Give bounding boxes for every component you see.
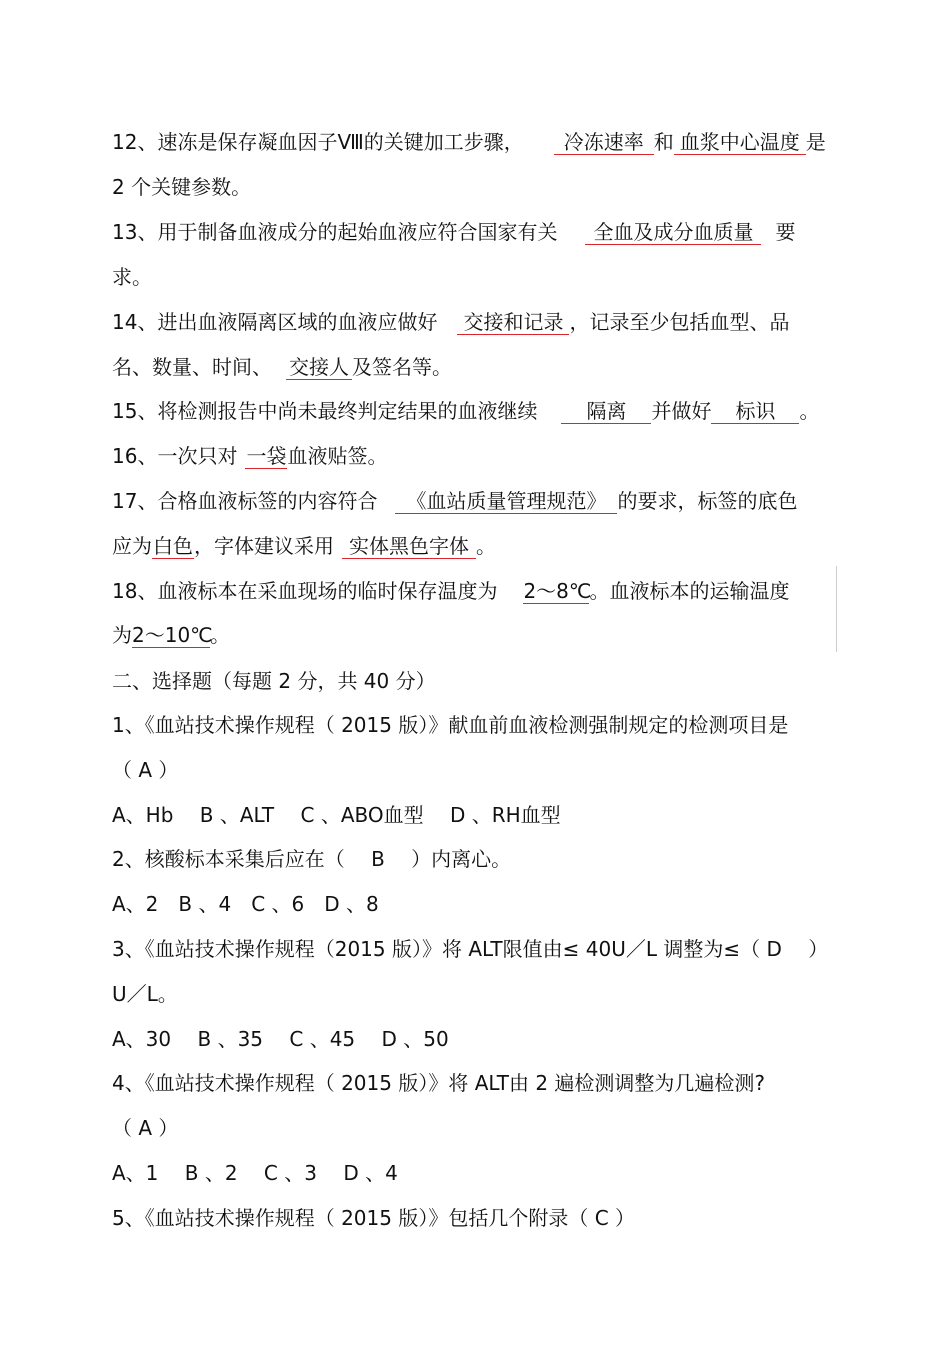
mc-q1-answer: （ A ） bbox=[112, 758, 179, 782]
section-heading-choice: 二、选择题（每题 2 分，共 40 分） bbox=[112, 669, 436, 693]
q13-line2: 求。 bbox=[112, 265, 152, 289]
q13-line1: 13、用于制备血液成分的起始血液应符合国家有关 全血及成分血质量 要 bbox=[112, 220, 796, 244]
q14-line2: 名、数量、时间、 交接人 及签名等。 bbox=[112, 355, 452, 379]
q12-line1: 12、速冻是保存凝血因子Ⅷ的关键加工步骤， 冷冻速率 和 血浆中心温度 是 bbox=[112, 130, 826, 154]
q18-line1: 18、血液标本在采血现场的临时保存温度为 2～8℃。血液标本的运输温度 bbox=[112, 579, 790, 603]
q14-line1: 14、进出血液隔离区域的血液应做好 交接和记录 ，记录至少包括血型、品 bbox=[112, 310, 790, 334]
mc-q3-line2: U／L。 bbox=[112, 982, 178, 1006]
q17-line2: 应为白色，字体建议采用 实体黑色字体 。 bbox=[112, 534, 496, 558]
q15-answer-2: 标识 bbox=[711, 399, 799, 424]
mc-q5-text: 5、《血站技术操作规程（ 2015 版）》包括几个附录（ C ） bbox=[112, 1206, 636, 1230]
q14-answer-1: 交接和记录 bbox=[457, 310, 569, 335]
mc-q4-options: A、1 B 、2 C 、3 D 、4 bbox=[112, 1161, 398, 1185]
q15-line: 15、将检测报告中尚未最终判定结果的血液继续 隔离 并做好 标识 。 bbox=[112, 399, 820, 423]
mc-q3-options: A、30 B 、35 C 、45 D 、50 bbox=[112, 1027, 449, 1051]
q17-answer-2: 白色 bbox=[153, 534, 193, 558]
q17-answer-3: 实体黑色字体 bbox=[342, 534, 476, 559]
q17-answer-1: 《血站质量管理规范》 bbox=[395, 489, 617, 514]
q14-answer-2: 交接人 bbox=[286, 355, 352, 380]
margin-rule bbox=[836, 566, 837, 652]
mc-q2-options: A、2 B 、4 C 、6 D 、8 bbox=[112, 892, 379, 916]
mc-q2-text: 2、核酸标本采集后应在（ B ）内离心。 bbox=[112, 847, 512, 871]
q18-answer-1: 2～8℃ bbox=[523, 579, 592, 603]
mc-q4-text: 4、《血站技术操作规程（ 2015 版）》将 ALT由 2 遍检测调整为几遍检测? bbox=[112, 1071, 766, 1095]
q12-line2: 2 个关键参数。 bbox=[112, 175, 252, 199]
q18-answer-2: 2～10℃ bbox=[132, 623, 213, 647]
q18-line2: 为2～10℃。 bbox=[112, 623, 230, 647]
q15-answer-1: 隔离 bbox=[561, 399, 651, 424]
q16-answer-1: 一袋 bbox=[246, 444, 287, 468]
q12-answer-1: 冷冻速率 bbox=[554, 130, 654, 155]
mc-q1-options: A、Hb B 、ALT C 、ABO血型 D 、RH血型 bbox=[112, 803, 561, 827]
q17-line1: 17、合格血液标签的内容符合 《血站质量管理规范》 的要求，标签的底色 bbox=[112, 489, 798, 513]
mc-q3-text: 3、《血站技术操作规程（2015 版）》将 ALT限值由≤ 40U／L 调整为≤（ D ） bbox=[112, 937, 829, 961]
q13-answer-1: 全血及成分血质量 bbox=[585, 220, 761, 245]
q12-answer-2: 血浆中心温度 bbox=[674, 130, 806, 155]
mc-q4-answer: （ A ） bbox=[112, 1116, 179, 1140]
q16-line: 16、一次只对 一袋血液贴签。 bbox=[112, 444, 388, 468]
mc-q1-text: 1、《血站技术操作规程（ 2015 版）》献血前血液检测强制规定的检测项目是 bbox=[112, 713, 789, 737]
